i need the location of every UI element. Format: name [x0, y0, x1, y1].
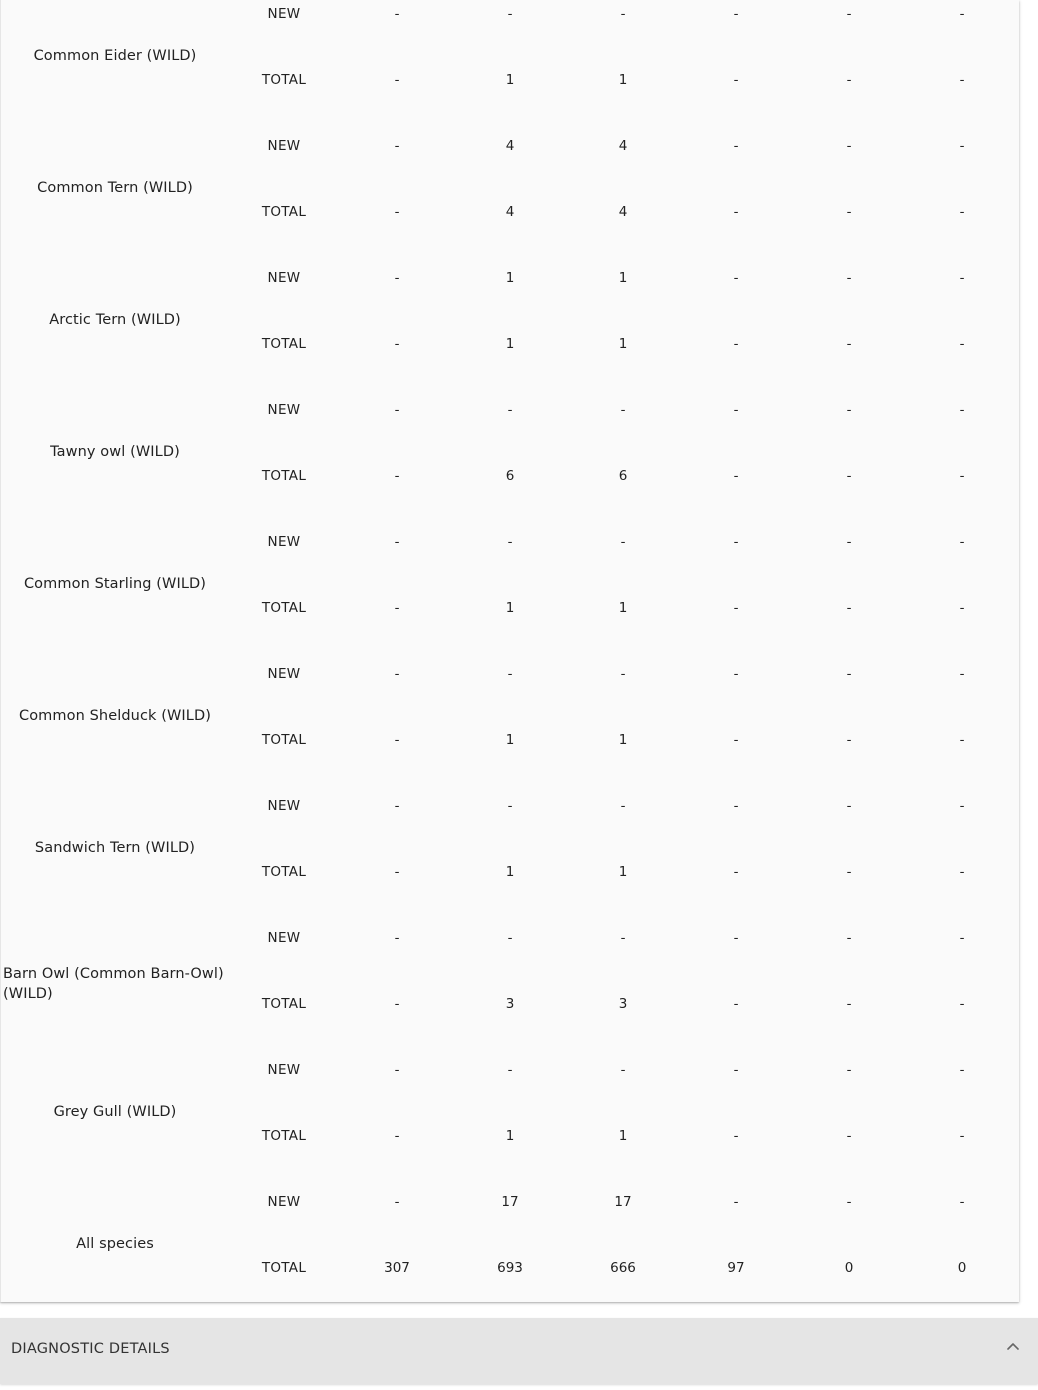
chevron-up-icon[interactable] — [1003, 1338, 1023, 1354]
table-cell: - — [394, 468, 400, 484]
table-row-total — [1, 1258, 1019, 1278]
table-cell: - — [959, 6, 965, 22]
table-cell: - — [733, 468, 739, 484]
table-row-total — [1, 598, 1019, 618]
table-cell: - — [733, 666, 739, 682]
table-cell: - — [846, 468, 852, 484]
table-cell: - — [507, 6, 513, 22]
table-cell: - — [959, 930, 965, 946]
table-cell: 4 — [618, 138, 628, 154]
row-label-total: TOTAL — [261, 72, 307, 88]
species-group — [1, 395, 1019, 527]
table-cell: - — [394, 204, 400, 220]
table-cell: - — [846, 732, 852, 748]
table-cell: - — [620, 534, 626, 550]
table-cell: - — [394, 534, 400, 550]
table-cell: - — [959, 402, 965, 418]
table-cell: - — [733, 600, 739, 616]
table-cell: - — [507, 1062, 513, 1078]
species-name: Arctic Tern (WILD) — [49, 312, 181, 328]
species-group-all — [1, 1187, 1019, 1319]
table-cell: - — [846, 930, 852, 946]
table-cell: - — [507, 930, 513, 946]
table-cell: - — [959, 1194, 965, 1210]
table-cell: - — [507, 798, 513, 814]
table-row-total — [1, 334, 1019, 354]
table-cell: - — [394, 1128, 400, 1144]
table-cell: 1 — [618, 864, 628, 880]
table-cell: - — [846, 1194, 852, 1210]
table-cell: - — [846, 600, 852, 616]
species-group — [1, 0, 1019, 131]
table-cell: 1 — [505, 732, 515, 748]
table-cell: - — [507, 402, 513, 418]
table-cell: - — [846, 798, 852, 814]
table-cell: 693 — [497, 1260, 523, 1276]
table-cell: - — [846, 204, 852, 220]
table-cell: - — [959, 270, 965, 286]
species-name: Common Eider (WILD) — [33, 48, 197, 64]
table-cell: - — [959, 468, 965, 484]
table-cell: 1 — [618, 270, 628, 286]
table-cell: - — [733, 930, 739, 946]
row-label-total: TOTAL — [261, 468, 307, 484]
table-cell: - — [733, 1194, 739, 1210]
table-cell: - — [959, 732, 965, 748]
row-label-total: TOTAL — [261, 1260, 307, 1276]
table-cell: 1 — [505, 72, 515, 88]
table-cell: - — [733, 402, 739, 418]
row-label-total: TOTAL — [261, 1128, 307, 1144]
table-cell: - — [846, 1062, 852, 1078]
row-label-new: NEW — [267, 534, 301, 550]
table-cell: 1 — [505, 336, 515, 352]
table-cell: - — [846, 138, 852, 154]
table-row-new — [1, 1060, 1019, 1080]
table-cell: - — [394, 798, 400, 814]
table-cell: - — [733, 534, 739, 550]
table-row-new — [1, 664, 1019, 684]
table-cell: - — [620, 1062, 626, 1078]
table-cell: - — [394, 138, 400, 154]
table-cell: 17 — [614, 1194, 632, 1210]
species-name: Sandwich Tern (WILD) — [34, 840, 196, 856]
table-row-new — [1, 400, 1019, 420]
table-cell: - — [620, 6, 626, 22]
table-cell: 0 — [957, 1260, 967, 1276]
table-cell: - — [733, 732, 739, 748]
row-label-new: NEW — [267, 798, 301, 814]
table-row-total — [1, 730, 1019, 750]
table-row-total — [1, 202, 1019, 222]
row-label-total: TOTAL — [261, 600, 307, 616]
table-cell: - — [846, 864, 852, 880]
table-cell: - — [959, 1128, 965, 1144]
table-cell: - — [959, 204, 965, 220]
species-name: Barn Owl (Common Barn-Owl) (WILD) — [3, 966, 224, 1002]
table-cell: - — [846, 402, 852, 418]
table-row-new — [1, 532, 1019, 552]
table-cell: 0 — [844, 1260, 854, 1276]
row-label-total: TOTAL — [261, 336, 307, 352]
table-cell: - — [394, 996, 400, 1012]
table-row-total — [1, 466, 1019, 486]
table-cell: - — [846, 996, 852, 1012]
table-cell: - — [733, 996, 739, 1012]
species-group — [1, 527, 1019, 659]
table-cell: - — [394, 864, 400, 880]
table-cell: - — [620, 402, 626, 418]
table-cell: 1 — [505, 1128, 515, 1144]
table-cell: 3 — [618, 996, 628, 1012]
table-cell: - — [394, 402, 400, 418]
table-cell: - — [959, 996, 965, 1012]
table-cell: - — [846, 1128, 852, 1144]
table-row-total — [1, 70, 1019, 90]
table-cell: - — [733, 72, 739, 88]
row-label-total: TOTAL — [261, 996, 307, 1012]
table-cell: - — [394, 732, 400, 748]
table-row-total — [1, 1126, 1019, 1146]
species-group — [1, 263, 1019, 395]
table-cell: 307 — [384, 1260, 410, 1276]
row-label-new: NEW — [267, 666, 301, 682]
table-cell: - — [959, 666, 965, 682]
row-label-new: NEW — [267, 270, 301, 286]
diagnostic-details-panel-header[interactable] — [0, 1318, 1038, 1384]
row-label-new: NEW — [267, 138, 301, 154]
row-label-total: TOTAL — [261, 864, 307, 880]
table-cell: - — [959, 798, 965, 814]
table-cell: - — [394, 1194, 400, 1210]
table-cell: - — [733, 6, 739, 22]
table-cell: - — [733, 1062, 739, 1078]
table-row-total — [1, 994, 1019, 1014]
table-cell: - — [959, 72, 965, 88]
table-cell: - — [733, 798, 739, 814]
table-cell: - — [394, 336, 400, 352]
table-cell: - — [959, 600, 965, 616]
table-cell: - — [846, 534, 852, 550]
table-cell: 1 — [505, 600, 515, 616]
table-row-new — [1, 268, 1019, 288]
table-cell: - — [394, 1062, 400, 1078]
table-cell: - — [733, 1128, 739, 1144]
row-label-new: NEW — [267, 402, 301, 418]
species-group — [1, 659, 1019, 791]
species-name: Common Tern (WILD) — [37, 180, 193, 196]
table-cell: - — [733, 270, 739, 286]
table-cell: 1 — [505, 270, 515, 286]
row-label-new: NEW — [267, 930, 301, 946]
table-cell: - — [846, 270, 852, 286]
table-cell: - — [394, 6, 400, 22]
table-cell: 1 — [505, 864, 515, 880]
table-cell: - — [959, 1062, 965, 1078]
table-cell: - — [620, 930, 626, 946]
table-cell: 4 — [505, 138, 515, 154]
table-cell: 6 — [618, 468, 628, 484]
table-cell: - — [394, 930, 400, 946]
table-cell: 1 — [618, 732, 628, 748]
table-row-new — [1, 4, 1019, 24]
species-name: Common Shelduck (WILD) — [18, 708, 211, 724]
table-cell: - — [394, 72, 400, 88]
species-name: Grey Gull (WILD) — [53, 1104, 177, 1120]
table-cell: - — [394, 600, 400, 616]
table-cell: 17 — [501, 1194, 519, 1210]
row-label-total: TOTAL — [261, 732, 307, 748]
species-name: All species — [76, 1236, 154, 1252]
table-cell: - — [959, 864, 965, 880]
row-label-new: NEW — [267, 6, 301, 22]
table-cell: - — [733, 864, 739, 880]
table-cell: 4 — [618, 204, 628, 220]
table-cell: - — [959, 138, 965, 154]
table-cell: - — [959, 336, 965, 352]
table-row-total — [1, 862, 1019, 882]
table-cell: - — [620, 798, 626, 814]
table-cell: 97 — [727, 1260, 745, 1276]
diagnostic-details-title: DIAGNOSTIC DETAILS — [11, 1341, 170, 1357]
table-cell: - — [733, 204, 739, 220]
table-cell: 1 — [618, 1128, 628, 1144]
species-name: Common Starling (WILD) — [23, 576, 207, 592]
species-group — [1, 923, 1019, 1055]
table-row-new — [1, 928, 1019, 948]
table-cell: 1 — [618, 336, 628, 352]
table-cell: - — [620, 666, 626, 682]
table-cell: - — [394, 666, 400, 682]
species-name: Tawny owl (WILD) — [50, 444, 180, 460]
table-cell: 3 — [505, 996, 515, 1012]
table-cell: - — [846, 72, 852, 88]
table-cell: - — [733, 336, 739, 352]
table-cell: 1 — [618, 72, 628, 88]
table-row-new — [1, 1192, 1019, 1212]
table-cell: 6 — [505, 468, 515, 484]
table-cell: - — [959, 534, 965, 550]
table-cell: - — [394, 270, 400, 286]
row-label-total: TOTAL — [261, 204, 307, 220]
table-cell: - — [846, 6, 852, 22]
row-label-new: NEW — [267, 1062, 301, 1078]
table-cell: - — [846, 666, 852, 682]
table-cell: - — [507, 666, 513, 682]
table-cell: 1 — [618, 600, 628, 616]
species-group — [1, 131, 1019, 263]
table-cell: - — [846, 336, 852, 352]
table-row-new — [1, 136, 1019, 156]
row-label-new: NEW — [267, 1194, 301, 1210]
table-cell: - — [507, 534, 513, 550]
species-group — [1, 791, 1019, 923]
table-cell: - — [733, 138, 739, 154]
species-group — [1, 1055, 1019, 1187]
table-row-new — [1, 796, 1019, 816]
table-cell: 666 — [610, 1260, 636, 1276]
table-cell: 4 — [505, 204, 515, 220]
